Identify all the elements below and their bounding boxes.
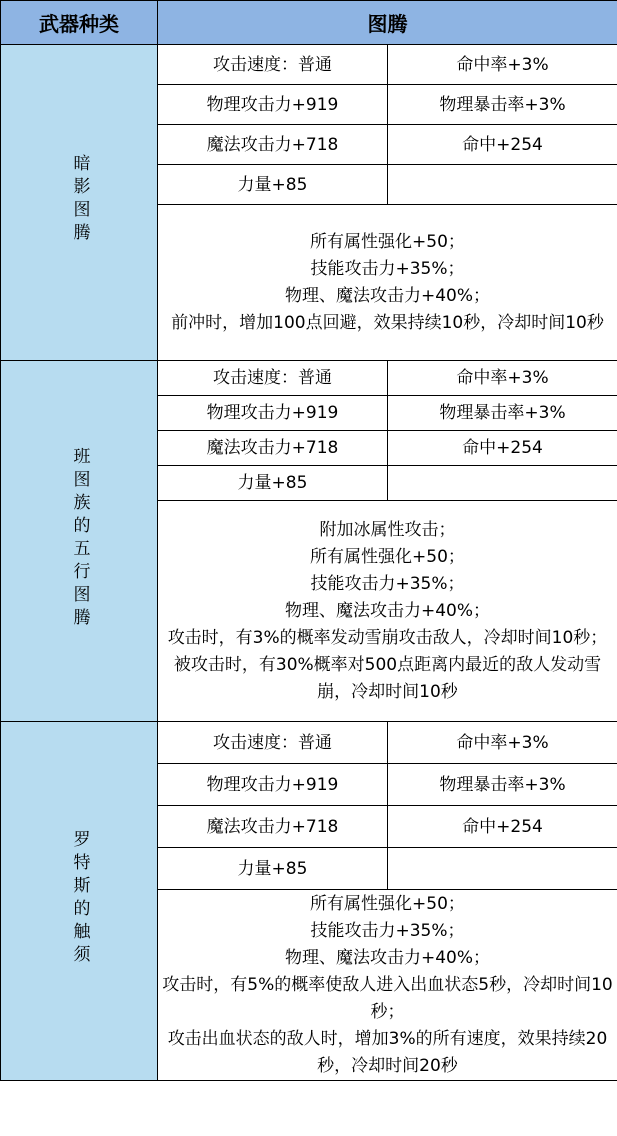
stat-cell: 物理暴击率+3%: [388, 85, 617, 125]
weapon-type-cell: [1, 722, 158, 1081]
effect-line: 攻击时，有5%的概率使敌人进入出血状态5秒，冷却时间10秒；: [162, 974, 613, 1022]
stat-cell: 命中率+3%: [388, 361, 617, 396]
stat-cell: 命中率+3%: [388, 45, 617, 85]
effect-line: 所有属性强化+50；: [310, 893, 465, 914]
effect-line: 技能攻击力+35%；: [310, 920, 465, 941]
weapon-type-cell: [1, 45, 158, 361]
stat-cell: 力量+85: [158, 848, 388, 890]
effect-line: 物理、魔法攻击力+40%；: [284, 947, 491, 968]
effect-line: 所有属性强化+50；: [310, 546, 465, 567]
effect-line: 攻击时，有3%的概率发动雪崩攻击敌人，冷却时间10秒；: [167, 627, 608, 648]
effect-line: 所有属性强化+50；: [310, 231, 465, 252]
header-weapon-type: 武器种类: [1, 1, 158, 45]
stat-cell: 魔法攻击力+718: [158, 806, 388, 848]
effect-line: 技能攻击力+35%；: [310, 573, 465, 594]
effect-line: 附加冰属性攻击；: [319, 519, 456, 540]
effect-line: 被攻击时，有30%概率对500点距离内最近的敌人发动雪崩，冷却时间10秒: [173, 654, 602, 702]
stat-cell: 物理攻击力+919: [158, 85, 388, 125]
weapon-type-cell: [1, 361, 158, 722]
effect-line: 技能攻击力+35%；: [310, 258, 465, 279]
stat-cell: 力量+85: [158, 466, 388, 501]
stat-cell: 命中+254: [388, 125, 617, 165]
effect-line: 前冲时，增加100点回避，效果持续10秒，冷却时间10秒: [171, 312, 604, 333]
stat-cell: 攻击速度：普通: [158, 722, 388, 764]
effects-cell: [158, 205, 617, 361]
weapon-group: [1, 722, 617, 1081]
weapon-name: 班图族的五行图腾: [69, 446, 90, 631]
weapon-group: [1, 361, 617, 722]
effect-line: 攻击出血状态的敌人时，增加3%的所有速度，效果持续20秒，冷却时间20秒: [167, 1028, 608, 1076]
stat-cell: [388, 466, 617, 501]
effect-line: 物理、魔法攻击力+40%；: [284, 285, 491, 306]
stat-cell: 命中+254: [388, 431, 617, 466]
stat-cell: 命中率+3%: [388, 722, 617, 764]
stat-cell: 魔法攻击力+718: [158, 125, 388, 165]
stat-cell: 攻击速度：普通: [158, 361, 388, 396]
stat-cell: 命中+254: [388, 806, 617, 848]
weapon-group: [1, 45, 617, 361]
stat-cell: 力量+85: [158, 165, 388, 205]
stat-cell: 物理攻击力+919: [158, 396, 388, 431]
stat-cell: 攻击速度：普通: [158, 45, 388, 85]
stat-cell: [388, 165, 617, 205]
stat-cell: 物理暴击率+3%: [388, 396, 617, 431]
stat-cell: 物理暴击率+3%: [388, 764, 617, 806]
effects-cell: [158, 890, 617, 1081]
stat-cell: 物理攻击力+919: [158, 764, 388, 806]
stat-cell: [388, 848, 617, 890]
effects-cell: [158, 501, 617, 722]
stat-cell: 魔法攻击力+718: [158, 431, 388, 466]
weapon-name: 暗影图腾: [69, 154, 90, 246]
weapon-name: 罗特斯的触须: [69, 829, 90, 968]
effect-line: 物理、魔法攻击力+40%；: [284, 600, 491, 621]
header-totem: 图腾: [158, 1, 617, 45]
